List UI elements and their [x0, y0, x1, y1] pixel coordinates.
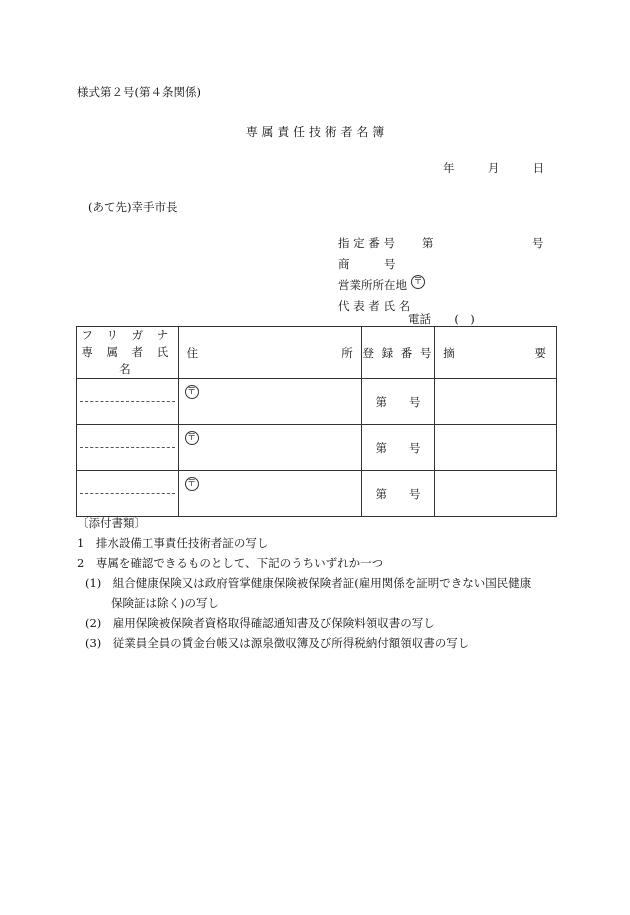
- attachment-sub-2: (2) 雇用保険被保険者資格取得確認通知書及び保険料領収書の写し: [85, 616, 435, 630]
- designation-label: 指 定 番 号: [338, 236, 395, 250]
- table-row: [77, 425, 557, 471]
- trade-name-row: [338, 254, 544, 275]
- name-input-cell[interactable]: [77, 425, 179, 471]
- header-remarks-2: 要: [534, 345, 546, 360]
- phone-parens: ( ): [454, 312, 475, 326]
- furigana-divider: [80, 401, 175, 402]
- attachment-item-1: 1 排水設備工事責任技術者証の写し: [77, 536, 269, 550]
- attachments-heading: 〔添付書類〕: [77, 516, 146, 530]
- address-input-cell[interactable]: [178, 471, 361, 517]
- attachments-section: [77, 513, 531, 653]
- header-remarks-1: 摘: [443, 345, 455, 360]
- reg-prefix: 第: [375, 486, 387, 501]
- remarks-input-cell[interactable]: [435, 471, 557, 517]
- postal-mark-icon: 〒: [185, 385, 199, 399]
- phone-label: 電話: [408, 312, 431, 326]
- header-furigana: フ リ ガ ナ: [81, 328, 174, 342]
- reg-prefix: 第: [375, 440, 387, 455]
- roster-table: [76, 326, 557, 517]
- reg-prefix: 第: [375, 394, 387, 409]
- header-registration-no: 登 録 番 号: [361, 327, 434, 379]
- office-address-label: 営業所所在地: [338, 278, 407, 292]
- table-row: [77, 471, 557, 517]
- header-address-2: 所: [341, 345, 353, 360]
- date-day-label: 日: [532, 161, 545, 175]
- header-address-1: 住: [186, 345, 199, 360]
- representative-label: 代 表 者 氏 名: [338, 299, 411, 313]
- registrant-block: [338, 233, 544, 317]
- furigana-divider: [80, 447, 175, 448]
- header-remarks-cell: [435, 327, 557, 379]
- address-input-cell[interactable]: [178, 425, 361, 471]
- table-header-row: [77, 327, 557, 379]
- trade-name-label: 商 号: [338, 257, 396, 271]
- attachment-item-2: 2 専属を確認できるものとして、下記のうちいずれか一つ: [77, 556, 384, 570]
- addressee: (あて先)幸手市長: [88, 200, 178, 214]
- postal-mark-icon: 〒: [185, 477, 199, 491]
- name-input-cell[interactable]: [77, 471, 179, 517]
- registration-no-cell[interactable]: [361, 379, 434, 425]
- table-row: [77, 379, 557, 425]
- remarks-input-cell[interactable]: [435, 425, 557, 471]
- document-title: 専 属 責 任 技 術 者 名 簿: [245, 125, 385, 139]
- registration-no-cell[interactable]: [361, 471, 434, 517]
- phone-line: [408, 311, 475, 327]
- remarks-input-cell[interactable]: [435, 379, 557, 425]
- postal-mark-icon: 〒: [185, 431, 199, 445]
- furigana-divider: [80, 493, 175, 494]
- designation-prefix: 第: [422, 236, 434, 250]
- header-name: 専 属 者 氏 名: [81, 345, 174, 376]
- date-line: [443, 160, 544, 176]
- attachment-sub-3: (3) 従業員全員の賃金台帳又は源泉徴収簿及び所得税納付額領収書の写し: [85, 636, 470, 650]
- reg-suffix: 号: [408, 394, 421, 409]
- attachment-sub-1-cont: 保険証は除く)の写し: [111, 596, 219, 610]
- registration-no-cell[interactable]: [361, 425, 434, 471]
- postal-mark-icon: 〒: [411, 275, 425, 289]
- form-number: 様式第２号(第４条関係): [77, 85, 201, 99]
- date-year-label: 年: [443, 161, 455, 175]
- reg-suffix: 号: [408, 440, 421, 455]
- name-input-cell[interactable]: [77, 379, 179, 425]
- date-month-label: 月: [487, 161, 500, 175]
- address-input-cell[interactable]: [178, 379, 361, 425]
- designation-suffix: 号: [532, 236, 544, 250]
- office-address-row: [338, 275, 544, 296]
- reg-suffix: 号: [408, 486, 421, 501]
- header-address-cell: [178, 327, 361, 379]
- header-name-cell: [77, 327, 179, 379]
- designation-row: [338, 233, 544, 254]
- attachment-sub-1: (1) 組合健康保険又は政府管掌健康保険被保険者証(雇用関係を証明できない国民健康: [85, 576, 532, 590]
